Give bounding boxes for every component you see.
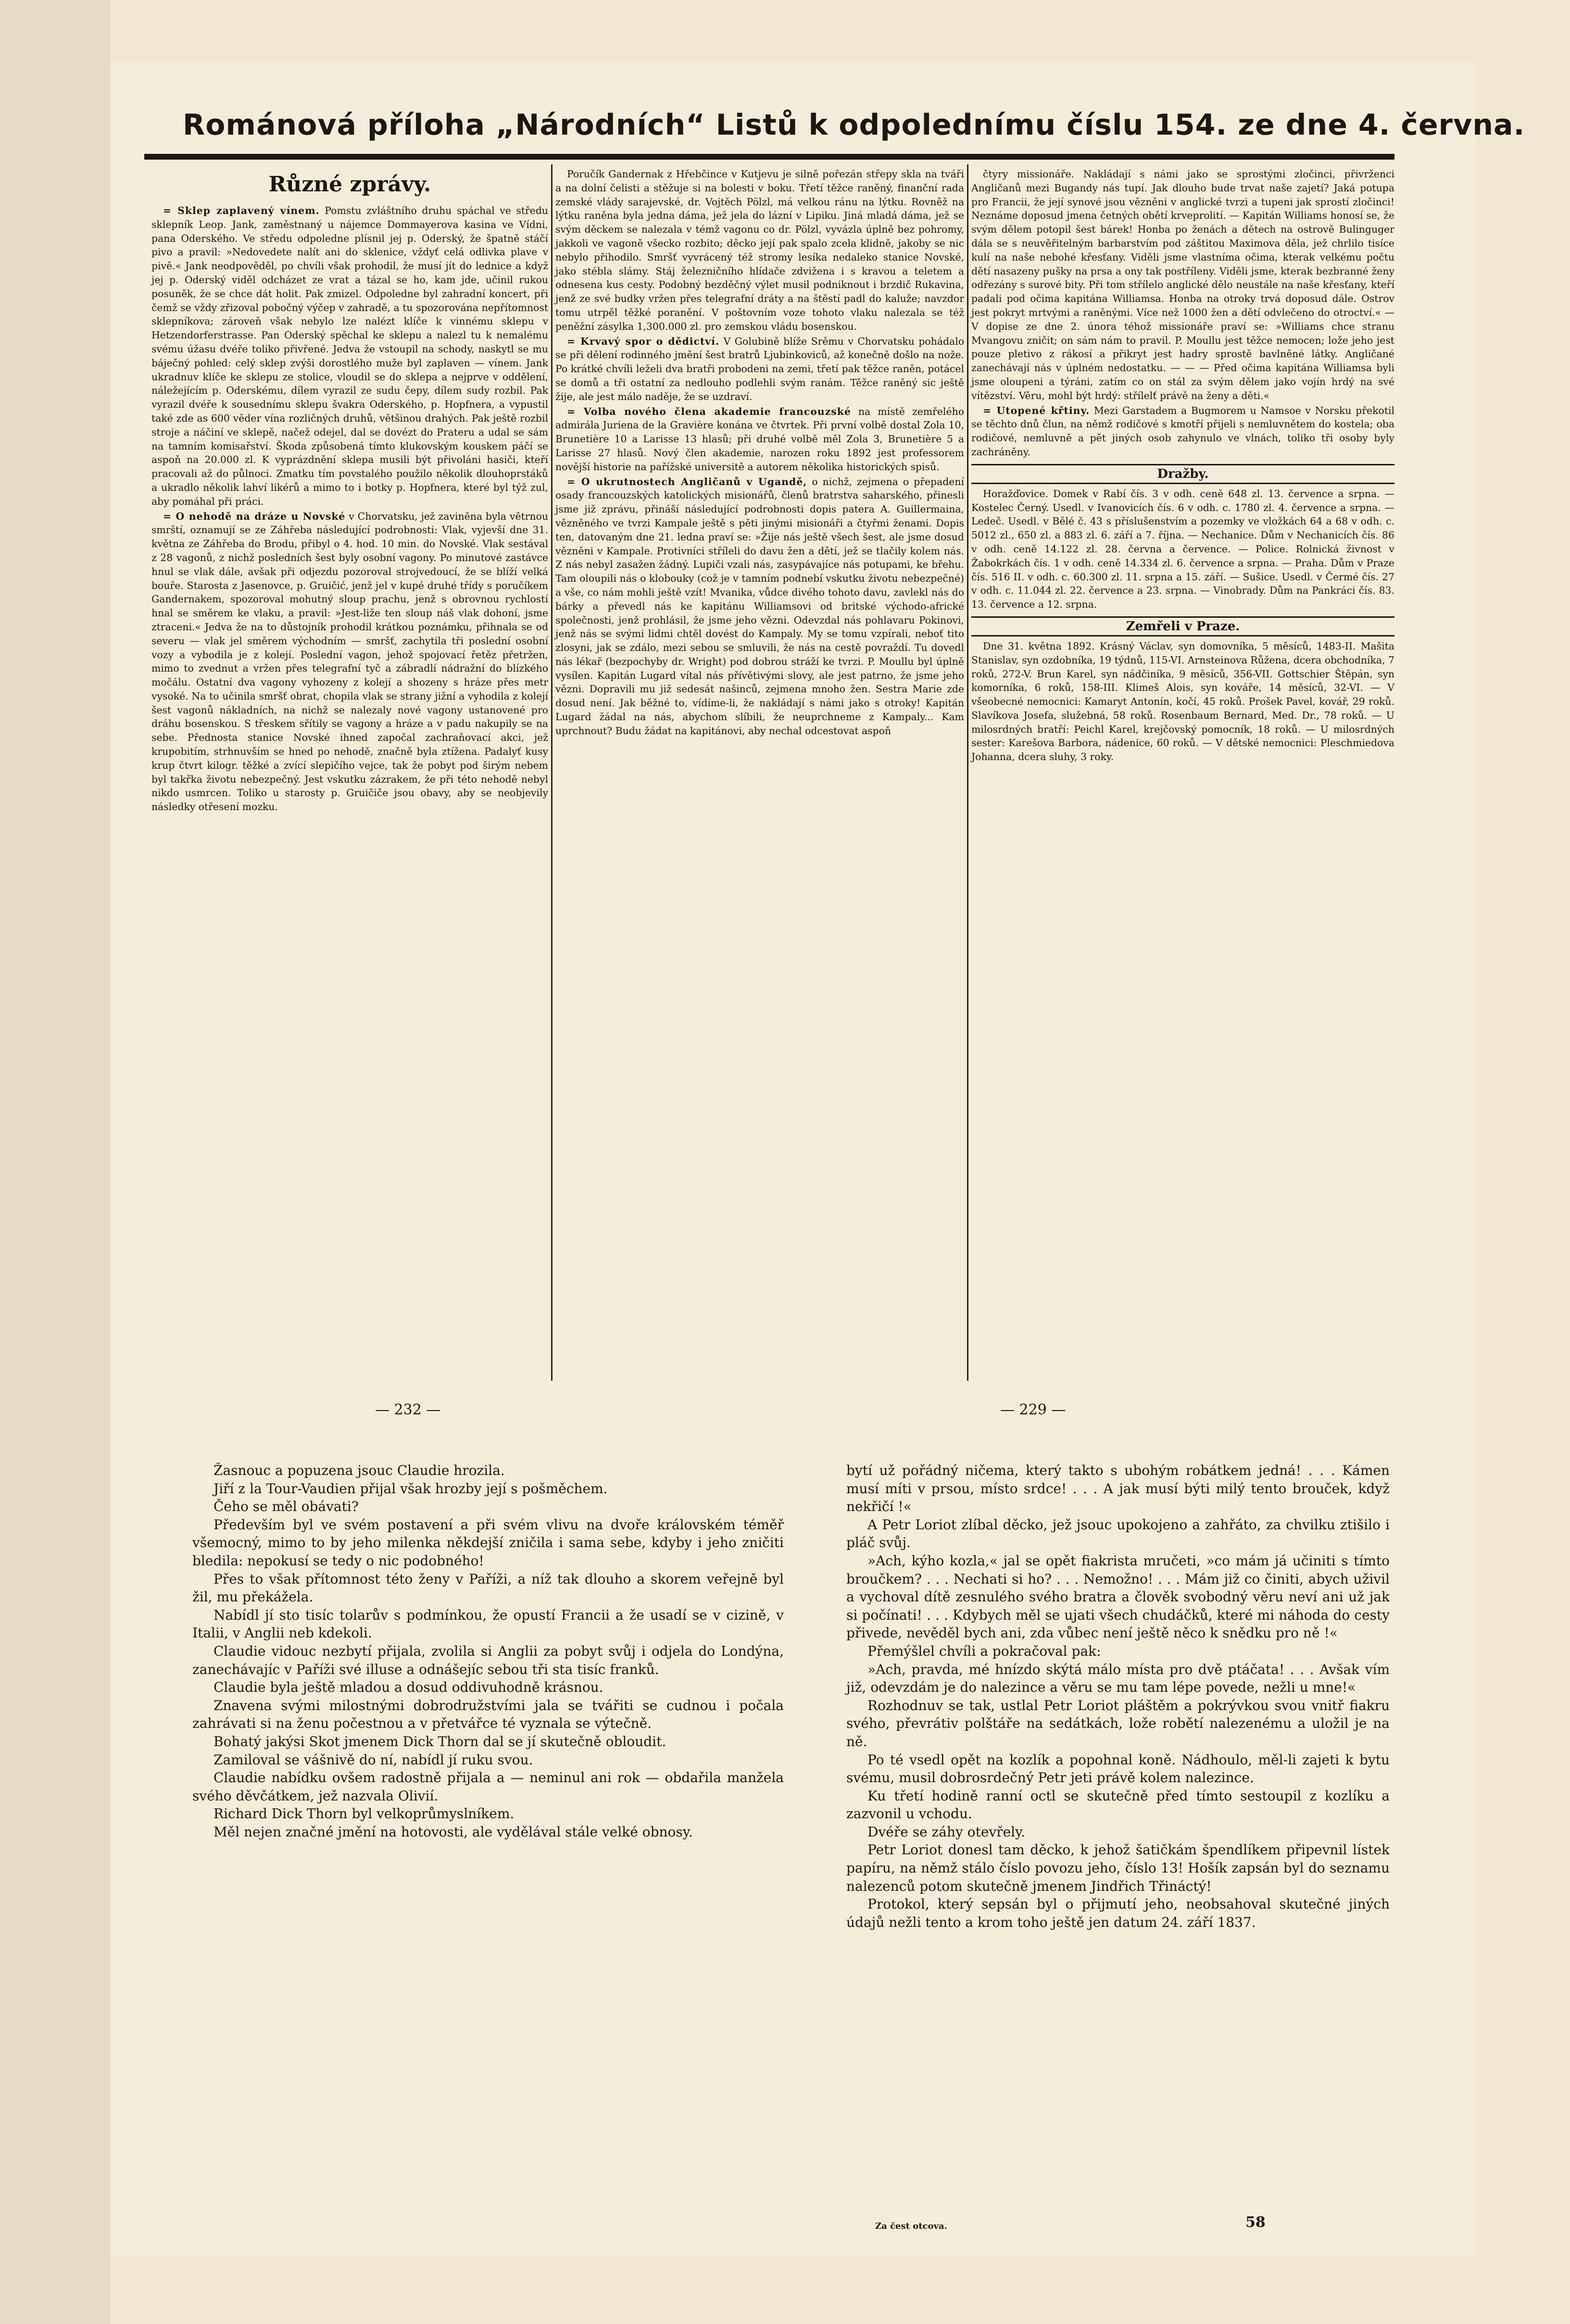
- news-item: [555, 335, 964, 404]
- section-title-drazby: Dražby.: [971, 464, 1394, 484]
- news-item: [971, 404, 1394, 459]
- novel-paragraph: Žasnouc a popuzena jsouc Claudie hrozila.: [214, 1462, 505, 1478]
- news-heading: = Utopené křtiny.: [983, 404, 1090, 416]
- novel-paragraph: Přemýšlel chvíli a pokračoval pak:: [867, 1643, 1101, 1659]
- scan-left-margin: [0, 0, 111, 2324]
- news-text: Poručík Gandernak z Hřebčince v Kutjevu je silně pořezán střepy skla na tváři a na dolní čelisti a stěžuje si na bolesti v boku. Třetí těžce raněný, finanční rada zemské vlády sarajevské, dr. Vojtěch Pölzl, má velkou ránu na lýtku. Rovněž na lýtku raněna byla jedna dáma, jež jela do lázní v Lipiku. Jiná mladá dáma, jež se svým děckem se nalezala v témž vagonu co dr. Pölzl, vyvázla úplně bez pohromy, jakkoli ve vagoně všecko rozbito; děcko její pak spalo zcela klidně, jakoby se nic nebylo přihodilo. Smršť vyvrácený též stromy lesíka nedaleko stanice Novské, jako stébla slámy. Stáj železničního hlídače zdvižena i s kravou a teletem a odnesena kus cesty. Podobný bezděčný výlet musil podniknout i brzdič Rukavina, jenž ze své budky vržen přes telegrafní dráty a na štěstí padl do kaluže; navzdor tomu utrpěl těžké poranění. V poštovním voze tohoto vlaku nalezala se též peněžní zásylka 1,300.000 zl. pro zemskou vládu bosenskou.: [555, 168, 964, 332]
- novel-paragraph: Rozhodnuv se tak, ustlal Petr Loriot pláštěm a pokrývkou svou vnitř fiakru svého, převrátiv polštáře na sedátkách, lože robětí nalezenému a uložil je na ně.: [846, 1697, 1390, 1749]
- novel-paragraph: Petr Loriot donesl tam děcko, k jehož šatičkám špendlíkem připevnil lístek papíru, na němž stálo číslo povozu jeho, číslo 13! Hošík zapsán byl do seznamu nalezenců potom skutečně jmenem Jindřich Třináctý!: [846, 1842, 1390, 1894]
- novel-paragraph: Čeho se měl obávati?: [214, 1499, 359, 1515]
- novel-paragraph: Dvéře se záhy otevřely.: [867, 1824, 1026, 1840]
- novel-paragraph: Přes to však přítomnost této ženy v Paříži, a níž tak dlouho a skorem veřejně byl žil, mu překážela.: [192, 1571, 784, 1605]
- masthead-title: Románová příloha „Národních“ Listů k odpolednímu číslu 154. ze dne 4. června.: [183, 108, 1525, 142]
- novel-paragraph: Protokol, který sepsán byl o přijmutí jeho, neobsahoval skutečné jiných údajů nežli tento a krom toho ještě jen datum 24. září 1837.: [846, 1896, 1390, 1930]
- novel-paragraph: Měl nejen značné jmění na hotovosti, ale vydělával stále velké obnosy.: [214, 1824, 693, 1840]
- news-item: [151, 510, 548, 814]
- news-heading: = O nehodě na dráze u Novské: [163, 510, 346, 522]
- novel-paragraph: Jiří z la Tour-Vaudien přijal však hrozby její s pošměchem.: [214, 1480, 608, 1497]
- deaths-list: Dne 31. května 1892. Krásný Václav, syn domovníka, 5 měsíců, 1483-II. Mašita Stanislav, syn ozdobníka, 19 týdnů, 115-VI. Arnsteinova Růžena, dcera obchodníka, 7 roků, 272-V. Brun Karel, syn nádčiníka, 9 měsíců, 356-VII. Gottschier Štěpán, syn komorníka, 6 roků, 158-III. Klimeš Alois, syn kováře, 14 měsíců, 32-VI. — V všeobecné nemocnici: Kamaryt Antonín, kočí, 45 roků. Prošek Pavel, kovář, 29 roků. Slavíkova Josefa, služebná, 58 roků. Rosenbaum Bernard, Med. Dr., 78 roků. — U milosrdných bratří: Peichl Karel, krejčovský pomocník, 18 roků. — U milosrdných sester: Karešova Barbora, nádenice, 60 roků. — V dětské nemocnici: Pleschmiedova Johanna, dcera sluhy, 3 roky.: [971, 640, 1395, 763]
- novel-paragraph: Nabídl jí sto tisíc tolarův s podmínkou, že opustí Francii a že usadí se v cizině, v Italii, v Anglii neb kdekoli.: [192, 1607, 784, 1641]
- news-item: [555, 405, 964, 474]
- column-2: [555, 167, 964, 1379]
- footer-signature-line: Za čest otcova.: [875, 2221, 947, 2231]
- news-text: V Golubině blíže Srěmu v Chorvatsku pohádalo se při dělení rodinného jmění šest bratrů Ljubinkoviců, až konečně došlo na nože. Po krátké chvíli leželi dva bratři probodeni na zemi, třetí pak těžce raněn, potácel se domů a tři ostatní za nedlouho podlehli svým ranám. Těžce raněný sic ještě žije, ale jest málo naděje, že se uzdraví.: [555, 335, 964, 402]
- news-text: čtyry missionáře. Nakládají s námi jako se sprostými zločinci, přivrženci Angličanů mezi Bugandy nás tupí. Jak dlouho bude trvat naše zajetí? Jaká potupa pro Francii, že její synové jsou vězněni v anglické tvrzi a tupeni jak sprostí zločinci! Neznáme doposud jmena četných obětí krveprolití. — Kapitán Williams honosí se, že svým dělem potopil šest bárek! Honba po ženách a dětech na ostrově Bulinguger dála se s neuvěřitelným barbarstvím pod záštitou Maximova děla, jež chrlilo tisíce kulí na naše nebohé křesťany. Viděli jsme vlastníma očima, kterak velkému počtu dětí nasazeny pušky na prsa a ony tak postříleny. Viděli jsme, kterak bezbranné ženy odřezány s surové bity. Při tom střílelo anglické dělo neustále na naše křesťany, kteří padali pod očima kapitána Williamsa. Honba na otroky trvá doposud dále. Ostrov jest pokryt mrtvými a raněnými. Více než 1000 žen a dětí odvlečeno do otroctví.« — V dopise ze dne 2. února téhož missionáře praví se: »Williams chce stranu Mvangovu zničit; on sám nám to pravil. P. Moullu jest těžce nemocen; lože jeho jest pouze pletivo z rákosí a přikryt jest hadry sprostě bavlněné látky. Angličané zanechávají nás v úplném nedostatku. — — — Před očima kapitána Williamsa byli jsme oloupeni a týráni, zatím co on stál za svým dělem jako vojín hrdý na své vítězství. Věru, mohl být hrdý: střílelť právě na ženy a děti.«: [971, 168, 1394, 401]
- novel-paragraph: Claudie byla ještě mladou a dosud oddivuhodně krásnou.: [214, 1679, 603, 1696]
- news-text: o nichž, zejmena o přepadení osady francouzských katolických misionářů, členů bratrstva saharského, přinesli jsme již zprávu, přináší následující podrobnosti dopis patera A. Guillermaina, vězněného ve tvrzi Kampale ještě s pěti jinými misionáři a čtyřmi ženami. Dopis ten, datovaným dne 21. ledna praví se: »Žije nás ještě všech šest, ale jsme dosud vězněni v Kampale. Protivníci stříleli do davu žen a dětí, jež se tlačily kolem nás. Z nás nebyl zasažen žádný. Lupiči vzali nás, zasypávajíce nás potupami, ke břehu. Tam oloupili nás o klobouky (což je v tamním podnebí vskutku životu nebezpečné) a vše, co nám mohli ještě vzít! Mvanika, vůdce divého tohoto davu, zavlekl nás do bárky a převedl nás ke kapitánu Williamsovi od britské východo-africké společnosti, jenž prohlásil, že jsme jeho vězni. Odevzdal nás pohlavaru Pokinovi, jenž nás se svými lidmi chtěl dovést do Kampaly. My se tomu vzpírali, neboť tito zlosyni, jak se zdálo, mezi sebou se smluvili, že nás na cestě povraždí. Tu dovedl nás lékař (bezpochyby dr. Wright) pod dobrou stráží ke tvrzi. P. Moullu byl úplně vysílen. Kapitán Lugard vítal nás přívětivými slovy, ale jest patrno, že jsme jeho vězni. Dopravili mu již sedesát našinců, zejmena mnoho žen. Sestra Marie zde dosud není. Jak běžné to, vídíme-li, že nakládají s námi jako s otroky! Kapitán Lugard žádal na nás, abychom slíbili, že neuprchneme z Kampaly... Kam uprchnout? Budu žádat na kapitánovi, aby nechal odcestovat aspoň: [555, 475, 964, 737]
- footer-page-number: 58: [1245, 2214, 1266, 2231]
- novel-paragraph: Richard Dick Thorn byl velkoprůmyslníkem.: [214, 1806, 515, 1822]
- novel-paragraph: Bohatý jakýsi Skot jmenem Dick Thorn dal se jí skutečně obloudit.: [214, 1733, 666, 1749]
- novel-column-right: [846, 1462, 1390, 2226]
- novel-paragraph: Po té vsedl opět na kozlík a popohnal koně. Nádhoulo, měl-li zajeti k bytu svému, musil dobrosrdečný Petr jeti právě kolem nalezince.: [846, 1751, 1390, 1786]
- news-heading: = O ukrutnostech Angličanů v Ugandě,: [567, 475, 807, 487]
- news-item: [555, 167, 964, 334]
- section-title-zemreli: Zemřeli v Praze.: [971, 616, 1394, 637]
- news-heading: = Sklep zaplavený vínem.: [163, 205, 320, 216]
- novel-paragraph: »Ach, pravda, mé hnízdo skýtá málo místa pro dvě ptáčata! . . . Avšak vím již, odevzdám je do nalezince a věru se mu tam lépe povede, nežli u mne!«: [846, 1661, 1390, 1696]
- news-heading: = Krvavý spor o dědictví.: [567, 335, 720, 347]
- news-text: na místě zemřelého admirála Juriena de la Gravière konána ve čtvrtek. Při první volbě dostal Zola 10, Brunetière 10 a Larisse 13 hlasů; při druhé volbě měl Zola 3, Brunetière 5 a Larisse 27 hlasů. Nový člen akademie, narozen roku 1892 jest professorem novější historie na pařížské universitě a autorem několika historických spisů.: [555, 405, 964, 473]
- column-divider: [551, 164, 553, 1381]
- novel-paragraph: A Petr Loriot zlíbal děcko, jež jsouc upokojeno a zahřáto, za chvilku ztišilo i pláč svůj.: [846, 1516, 1390, 1551]
- news-item: [151, 204, 548, 509]
- novel-paragraph: Ku třetí hodině ranní octl se skutečně před tímto sestoupil z kozlíku a zazvonil u vchodu.: [846, 1787, 1390, 1822]
- news-item: [555, 475, 964, 738]
- novel-paragraph: Claudie vidouc nezbytí přijala, zvolila si Anglii za pobyt svůj i odjela do Londýna, zanechávajíc v Paříži své illuse a odnášejíc sebou tři sta tisíc franků.: [192, 1643, 784, 1677]
- news-text: Mezi Garstadem a Bugmorem u Namsoe v Norsku překotil se těchto dnů člun, na němž rodičové s kmotří přijeli s nemluvnětem do kostela; oba rodičové, nemluvně a pět jiných osob zahynulo ve vlnách, toliko tři osoby byly zachráněny.: [971, 404, 1394, 458]
- auction-list: Horažďovice. Domek v Rabí čís. 3 v odh. ceně 648 zl. 13. července a srpna. — Kostelec Černý. Usedl. v Ivanovicích čís. 6 v odh. c. 1780 zl. 4. července a srpna. — Ledeč. Usedl. v Bělé č. 43 s příslušenstvím a pozemky ve vložkách 64 a 68 v odh. c. 5012 zl., 650 zl. a 883 zl. 6. září a 7. října. — Nechanice. Dům v Nechanicích čís. 86 v odh. ceně 14.122 zl. 28. června a července. — Police. Rolnická živnost v Žabokrkách čís. 1 v odh. ceně 14.334 zl. 6. července a srpna. — Praha. Dům v Praze čís. 516 II. v odh. c. 60.300 zl. 11. srpna a 15. září. — Sušice. Usedl. v Čermé čís. 27 v odh. c. 11.044 zl. 22. července a 23. srpna. — Vinobrady. Dům na Pankráci čís. 83. 13. července a 12. srpna.: [971, 487, 1394, 611]
- page-number-left: — 232 —: [375, 1401, 441, 1418]
- column-divider: [967, 164, 968, 1381]
- novel-paragraph: Zamiloval se vášnivě do ní, nabídl jí ruku svou.: [214, 1751, 533, 1768]
- column-1: [151, 167, 548, 1379]
- novel-paragraph: Především byl ve svém postavení a při svém vlivu na dvoře královském téměř všemocný, mimo to by jeho milenka někdejší zničila i sama sebe, kdyby i jeho zničiti bledila: nepokusí se tedy o nic podobného!: [192, 1516, 784, 1569]
- column-3: [971, 167, 1394, 1379]
- news-item: [971, 167, 1394, 403]
- novel-paragraph: Claudie nabídku ovšem radostně přijala a — neminul ani rok — obdařila manžela svého děvčátkem, jež nazvala Olivií.: [192, 1770, 784, 1804]
- masthead-rule: [144, 154, 1394, 160]
- novel-column-left: [192, 1462, 784, 2226]
- page-number-right: — 229 —: [1000, 1401, 1066, 1418]
- news-text: v Chorvatsku, jež zaviněna byla větrnou smrští, oznamují se ze Záhřeba následující podrobnosti: Vlak, vyjevší dne 31. května ze Záhřeba do Brodu, přibyl o 4. hod. 10 min. do Novské. Vlak sestával z 28 vagonů, z nichž posledních šest byly osobní vagony. Po minutové zastávce hnul se vlak dále, avšak při odjezdu pozoroval strojvedoucí, že se blíží velká bouře. Starosta z Jasenovce, p. Gruičić, jenž jel v kupé druhé třídy s poručíkem Gandernakem, spozoroval mohutný sloup prachu, jenž s obrovnou rychlostí hnal se směrem ke vlaku, a pravil: »Jest-liže ten sloup náš vlak dohoní, jsme ztraceni.« Jedva že na to důstojník prohodil krátkou poznámku, přihnala se od severu — vlak jel směrem východním — smršť, zachytila tři poslední osobní vozy a vybodila je z kolejí. Poslední vagon, jehož spojovací řetěz přetržen, mimo to zvednut a vržen přes telegrafní tyč a zábradlí nádražní do blízkého močálu. Ostatní dva vagony vyhozeny z kolejí a shozeny s hráze přes metr vysoké. Na to učinila smršť obrat, chopila vlak se strany jižní a vyhodila z kolejí šest vagonů nákladních, na nichž se nalezaly nové vagony ustanovené pro dráhu bosenskou. S třeskem sřítily se vagony a hráze a v padu nakupily se na sebe. Přednosta stanice Novské ihned započal zachraňovací akci, jež krupobitím, strhnuvším se hned po nehodě, značně byla ztížena. Padalyť kusy krup čtvrt kilogr. těžké a zvící slepičího vejce, tak že pobyt pod širým nebem byl takřka životu nebezpečný. Jest vskutku zázrakem, že při této nehodě nebyl nikdo usmrcen. Toliko u starosty p. Gruičiče jsou obavy, aby se neobjevily následky otřesení mozku.: [151, 510, 549, 813]
- news-heading: = Volba nového člena akademie francouzské: [567, 405, 851, 417]
- novel-paragraph: bytí už pořádný ničema, který takto s ubohým robátkem jedná! . . . Kámen musí míti v prsou, místo srdce! . . . A jak musí býti milý tento brouček, když nekřičí !«: [846, 1462, 1390, 1515]
- novel-paragraph: »Ach, kýho kozla,« jal se opět fiakrista mručeti, »co mám já učiniti s tímto broučkem? . . . Nechati si ho? . . . Nemožno! . . . Mám již co činiti, abych uživil a vychoval dítě zesnulého svého bratra a člověk svobodný věru neví ani už jak si počínati! . . . Kdybych měl se ujati všech chudáčků, které mi náhoda do cesty přivede, nevěděl bych ani, zda vůbec není ještě něco k snědku pro ně !«: [846, 1552, 1390, 1641]
- novel-paragraph: Znavena svými milostnými dobrodružstvími jala se tvářiti se cudnou i počala zahrávati si na ženu počestnou a v přetvářce té vyznala se výtečně.: [192, 1697, 784, 1732]
- news-text: Pomstu zvláštního druhu spáchal ve středu sklepník Leop. Jank, zaměstnaný u nájemce Dommayerova kasina ve Vídni, pana Oderského. Ve středu odpoledne plísnil jej p. Oderský, že špatně stáčí pivo a pravil: »Nedovedete nalít ani do sklenice, vždyť celá odlivka plave v pivě.« Jank neodpověděl, po chvíli však prohodil, že musí jít do lednice a když jej p. Oderský viděl odcházet ze vrat a tázal se ho, kam jde, učinil rukou posuněk, že se chce dát holit. Pak zmizel. Odpoledne byl zahradní koncert, při čemž se vždy zřizoval pobočný výčep v zahradě, a tu spozorována nepřítomnost sklepníkova; zároveň však nebylo lze nalézt klíče k vinnému sklepu v Hetzendorferstrasse. Pan Oderský spěchal ke sklepu a nalezl tu k nemalému svému úžasu dvéře toliko přivřené. Jedva že vstoupil na schody, naskytl se mu báječný pohled: celý sklep zvýši dorostlého muže byl zaplaven — vínem. Jank ukradnuv klíče ke sklepu ze stolice, vloudil se do sklepa a nejprve v oddělení, náležejícím p. Oderskému, dílem vyrazil ze sudu čepy, dílem sudy rozbil. Pak vyrazil dvéře k sousednímu sklepu švakra Oderského, p. Hopfnera, a vypustil také zde as 600 věder vína rozličných druhů, většinou drahých. Pak ještě rozbil stroje a náčiní ve sklepě, načež odejel, dal se dovézt do Prateru a udal se sám na tamním komisařství. Škoda způsobená tímto klukovským kouskem páčí se aspoň na 20.000 zl. K vyprázdnění sklepa musili být přivoláni hasiči, kteří pracovali až do půlnoci. Zmatku tím povstalého použilo několik dlouhoprstáků a ukradlo několik lahví likérů a mimo to i botky p. Hopfnera, které byl týž zul, aby pomáhal při práci.: [151, 205, 549, 507]
- section-title-ruzne-zpravy: Různé zprávy.: [268, 172, 431, 197]
